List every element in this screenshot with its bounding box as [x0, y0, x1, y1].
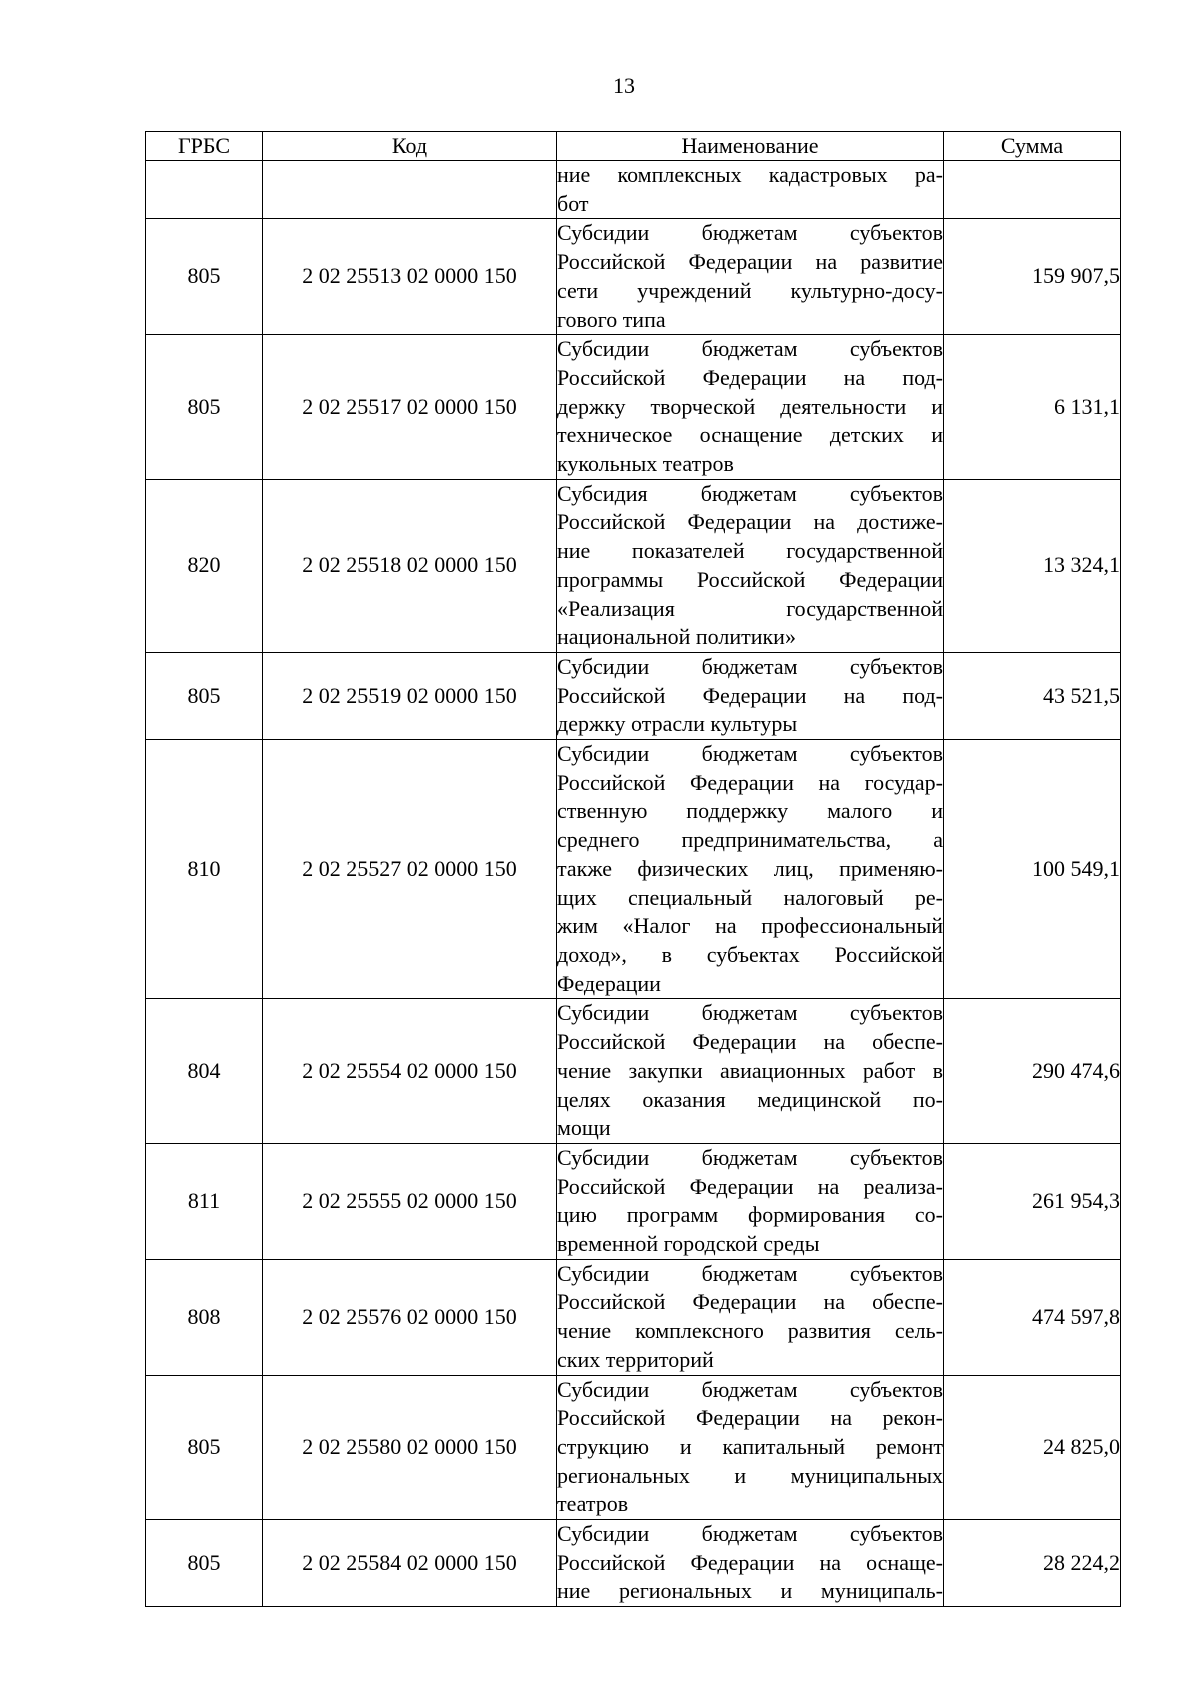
name-line: театров [557, 1491, 629, 1517]
grbs-cell [146, 161, 263, 219]
name-line: Российской Федерации на обеспе- [557, 1289, 943, 1315]
code-cell: 2 02 25513 02 0000 150 [263, 219, 557, 335]
name-cell [557, 652, 944, 739]
name-line: Субсидии бюджетам субъектов [557, 1376, 943, 1402]
sum-cell [944, 161, 1121, 219]
code-cell: 2 02 25580 02 0000 150 [263, 1375, 557, 1520]
code-cell: 2 02 25517 02 0000 150 [263, 335, 557, 480]
code-cell [263, 161, 557, 219]
code-cell: 2 02 25584 02 0000 150 [263, 1520, 557, 1607]
name-line: Субсидии бюджетам субъектов [557, 1144, 943, 1170]
name-line: региональных и муниципальных [557, 1462, 943, 1488]
sum-cell: 43 521,5 [944, 652, 1121, 739]
name-cell [557, 219, 944, 335]
grbs-cell: 804 [146, 999, 263, 1144]
name-line: Российской Федерации на обеспе- [557, 1029, 943, 1055]
name-line: мощи [557, 1115, 611, 1141]
name-line: Российской Федерации на рекон- [557, 1405, 943, 1431]
grbs-cell: 808 [146, 1259, 263, 1375]
name-line: чение комплексного развития сель- [557, 1318, 943, 1344]
name-line: кукольных театров [557, 451, 734, 477]
name-cell [557, 1520, 944, 1607]
name-line: Субсидии бюджетам субъектов [557, 1260, 943, 1286]
name-line: техническое оснащение детских и [557, 422, 943, 448]
name-line: гового типа [557, 306, 666, 332]
grbs-cell: 805 [146, 1520, 263, 1607]
sum-cell: 24 825,0 [944, 1375, 1121, 1520]
grbs-cell: 811 [146, 1143, 263, 1259]
name-line: среднего предпринимательства, а [557, 827, 943, 853]
name-line: Субсидии бюджетам субъектов [557, 1000, 943, 1026]
grbs-cell: 805 [146, 652, 263, 739]
name-line: Российской Федерации на реализа- [557, 1173, 943, 1199]
sum-cell: 290 474,6 [944, 999, 1121, 1144]
name-cell [557, 335, 944, 480]
name-line: цию программ формирования со- [557, 1202, 943, 1228]
page-number: 13 [613, 73, 635, 98]
table-row [146, 335, 1121, 480]
name-line: бот [557, 190, 589, 216]
name-line: Российской Федерации на достиже- [557, 509, 943, 535]
name-line: Российской Федерации на под- [557, 682, 943, 708]
name-line: доход», в субъектах Российской [557, 941, 943, 967]
name-line: Федерации [557, 970, 661, 996]
table-row [146, 1520, 1121, 1607]
name-cell [557, 999, 944, 1144]
table-row [146, 740, 1121, 999]
name-line: Субсидии бюджетам субъектов [557, 220, 943, 246]
sum-cell: 100 549,1 [944, 740, 1121, 999]
name-line: ственную поддержку малого и [557, 798, 943, 824]
name-cell [557, 740, 944, 999]
table-row [146, 652, 1121, 739]
name-line: ние показателей государственной [557, 538, 943, 564]
name-line: Российской Федерации на государ- [557, 769, 943, 795]
name-line: держку отрасли культуры [557, 711, 798, 737]
grbs-cell: 805 [146, 219, 263, 335]
header-sum: Сумма [944, 132, 1121, 161]
sum-cell: 28 224,2 [944, 1520, 1121, 1607]
sum-cell: 159 907,5 [944, 219, 1121, 335]
budget-table [145, 131, 1121, 1607]
table-row [146, 219, 1121, 335]
table-row [146, 999, 1121, 1144]
name-line: «Реализация государственной [557, 595, 943, 621]
table-row [146, 479, 1121, 652]
name-line: держку творческой деятельности и [557, 393, 943, 419]
sum-cell: 261 954,3 [944, 1143, 1121, 1259]
sum-cell: 6 131,1 [944, 335, 1121, 480]
name-cell [557, 1259, 944, 1375]
name-line: Российской Федерации на развитие [557, 249, 943, 275]
name-line: целях оказания медицинской по- [557, 1086, 943, 1112]
grbs-cell: 820 [146, 479, 263, 652]
header-grbs: ГРБС [146, 132, 263, 161]
header-code: Код [263, 132, 557, 161]
code-cell: 2 02 25555 02 0000 150 [263, 1143, 557, 1259]
name-line: Российской Федерации на под- [557, 364, 943, 390]
table-row [146, 1143, 1121, 1259]
name-cell [557, 1375, 944, 1520]
grbs-cell: 810 [146, 740, 263, 999]
name-line: ние региональных и муниципаль- [557, 1578, 943, 1604]
header-name: Наименование [557, 132, 944, 161]
name-line: струкцию и капитальный ремонт [557, 1433, 943, 1459]
code-cell: 2 02 25576 02 0000 150 [263, 1259, 557, 1375]
code-cell: 2 02 25519 02 0000 150 [263, 652, 557, 739]
name-cell [557, 161, 944, 219]
grbs-cell: 805 [146, 335, 263, 480]
code-cell: 2 02 25527 02 0000 150 [263, 740, 557, 999]
name-line: временной городской среды [557, 1231, 820, 1257]
code-cell: 2 02 25518 02 0000 150 [263, 479, 557, 652]
name-line: программы Российской Федерации [557, 566, 943, 592]
table-header-row [146, 132, 1121, 161]
name-line: Субсидии бюджетам субъектов [557, 653, 943, 679]
name-cell [557, 479, 944, 652]
name-cell [557, 1143, 944, 1259]
name-line: Субсидии бюджетам субъектов [557, 336, 943, 362]
code-cell: 2 02 25554 02 0000 150 [263, 999, 557, 1144]
name-line: сети учреждений культурно-досу- [557, 277, 943, 303]
sum-cell: 474 597,8 [944, 1259, 1121, 1375]
name-line: щих специальный налоговый ре- [557, 884, 943, 910]
name-line: Субсидии бюджетам субъектов [557, 741, 943, 767]
name-line: чение закупки авиационных работ в [557, 1057, 943, 1083]
name-line: ние комплексных кадастровых ра- [557, 162, 943, 187]
table-row [146, 1375, 1121, 1520]
name-line: Субсидии бюджетам субъектов [557, 1521, 943, 1547]
name-line: также физических лиц, применяю- [557, 855, 943, 881]
name-line: Российской Федерации на оснаще- [557, 1549, 943, 1575]
name-line: ских территорий [557, 1346, 714, 1372]
table-row [146, 1259, 1121, 1375]
grbs-cell: 805 [146, 1375, 263, 1520]
sum-cell: 13 324,1 [944, 479, 1121, 652]
table-row [146, 161, 1121, 219]
name-line: Субсидия бюджетам субъектов [557, 480, 943, 506]
name-line: национальной политики» [557, 624, 796, 650]
name-line: жим «Налог на профессиональный [557, 913, 943, 939]
